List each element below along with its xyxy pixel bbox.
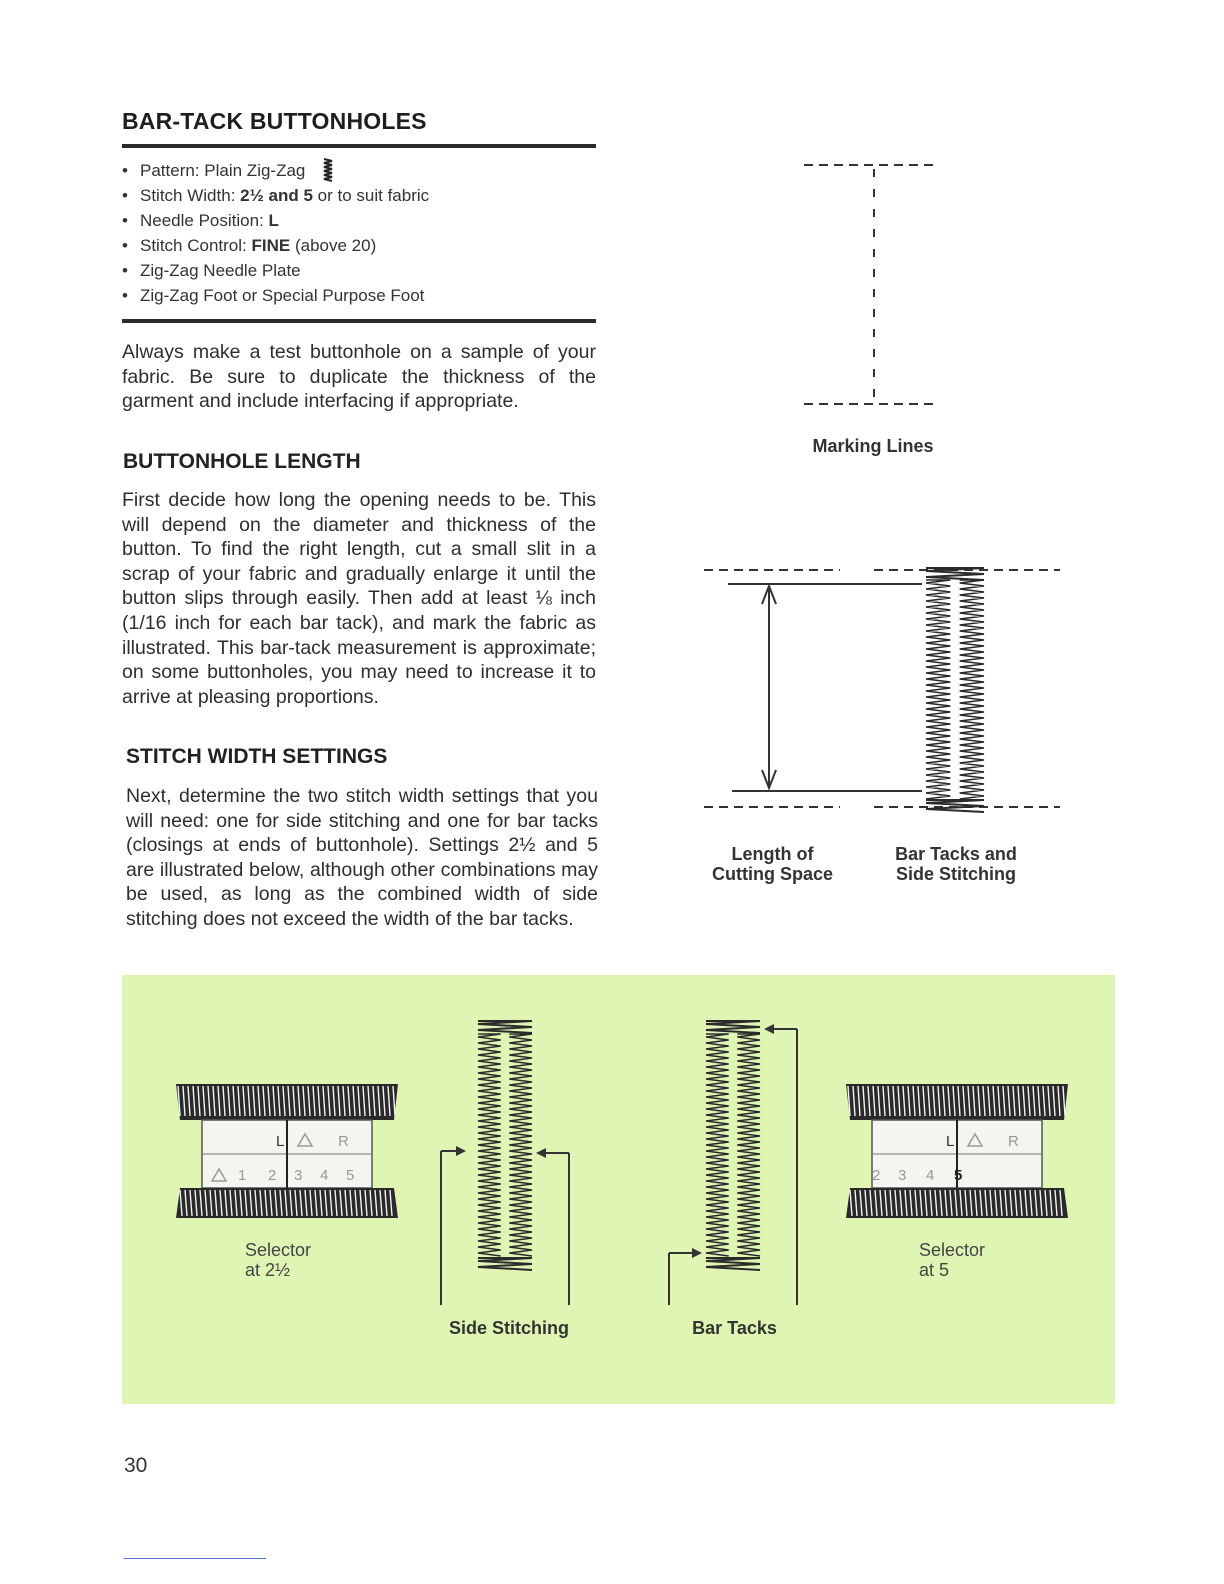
caption-line: Selector (919, 1240, 986, 1260)
caption-line: Side Stitching (895, 864, 1016, 884)
dial-number: 3 (898, 1167, 907, 1184)
section-heading-stitch-width: STITCH WIDTH SETTINGS (126, 745, 388, 768)
setting-needle-plate: • Zig-Zag Needle Plate (122, 261, 301, 280)
section-heading-length: BUTTONHOLE LENGTH (123, 450, 361, 473)
dial-label-l: L (276, 1133, 285, 1150)
stitch-width-illustration-panel (122, 975, 1115, 1404)
page-number: 30 (124, 1454, 148, 1477)
dial-number: 4 (926, 1167, 935, 1184)
caption-line: Bar Tacks and (895, 844, 1017, 864)
selector-dial-right (842, 1080, 1072, 1220)
selector-left-caption (245, 1240, 311, 1280)
selector-dial-left (172, 1080, 402, 1220)
setting-value: 2½ and 5 (240, 186, 313, 205)
caption-line: Selector (245, 1240, 312, 1260)
setting-note: or to suit fabric (312, 186, 430, 205)
setting-label: Pattern: (140, 161, 200, 180)
title-rule-top (122, 144, 596, 148)
dial-label-l: L (946, 1133, 955, 1150)
page-title: BAR-TACK BUTTONHOLES (122, 108, 427, 134)
footer-line (124, 1558, 266, 1559)
setting-foot: • Zig-Zag Foot or Special Purpose Foot (122, 286, 425, 305)
setting-needle-position: • Needle Position: L (122, 211, 279, 230)
length-paragraph: First decide how long the opening needs to be. This will depend on the diameter and thickness of the button. To find the right length, cut a small slit in a scrap of your fabric and gradually enlarge it until the button slips through easily. Then add at least ⅛ inch (1/16 inch for each bar tack), and mark the fabric as illustrated. This bar-tack measurement is approximate; on some buttonholes, you may need to increase it to arrive at pleasing proportions. (122, 489, 596, 708)
bar-tack-stitching (926, 568, 984, 812)
settings-rule-bottom (122, 319, 596, 323)
bar-tacks-figure (662, 1015, 812, 1305)
side-stitching-figure (434, 1015, 584, 1305)
caption-line: at 2½ (245, 1260, 291, 1280)
dial-number: 2 (268, 1167, 277, 1184)
intro-paragraph: Always make a test buttonhole on a sample of your fabric. Be sure to duplicate the thickness of the garment and include interfacing if appropriate. (122, 341, 596, 413)
setting-note: (above 20) (290, 236, 377, 255)
caption-line: at 5 (919, 1260, 950, 1280)
setting-pattern: • Pattern: Plain Zig-Zag (122, 158, 429, 183)
side-stitching-label: Side Stitching (448, 1318, 569, 1338)
dial-number-selected: 5 (954, 1167, 963, 1184)
length-of-cutting-space-caption (700, 844, 845, 884)
setting-value: L (268, 211, 279, 230)
setting-value: Plain Zig-Zag (204, 161, 306, 180)
dial-number: 4 (320, 1167, 329, 1184)
setting-label: Zig-Zag Needle Plate (140, 261, 301, 280)
setting-label: Stitch Control: (140, 236, 247, 255)
selector-right-caption (919, 1240, 985, 1280)
settings-list (122, 158, 429, 308)
marking-lines-figure (800, 155, 940, 415)
setting-label: Stitch Width: (140, 186, 236, 205)
dial-number: 5 (346, 1167, 355, 1184)
caption-line: Length of (731, 844, 814, 864)
bar-tacks-label: Bar Tacks (692, 1318, 777, 1338)
marking-lines-caption: Marking Lines (812, 436, 934, 456)
length-figure (700, 560, 1065, 820)
dial-number: 3 (294, 1167, 303, 1184)
dial-number: 2 (872, 1167, 881, 1184)
dial-label-r: R (1008, 1133, 1019, 1150)
setting-label: Zig-Zag Foot or Special Purpose Foot (140, 286, 425, 305)
zigzag-pattern-icon (322, 158, 334, 182)
stitch-width-paragraph: Next, determine the two stitch width settings that you will need: one for side stitching and one for bar tacks (closings at ends of buttonhole). Settings 2½ and 5 are illustrated below, although other combinations may be used, as long as the combined width of side stitching does not exceed the width of the bar tacks. (126, 785, 598, 930)
setting-stitch-width: • Stitch Width: 2½ and 5 or to suit fabric (122, 186, 430, 205)
setting-label: Needle Position: (140, 211, 264, 230)
dial-number: 1 (238, 1167, 247, 1184)
setting-stitch-control: • Stitch Control: FINE (above 20) (122, 236, 377, 255)
dial-label-r: R (338, 1133, 349, 1150)
setting-value: FINE (251, 236, 291, 255)
bar-tacks-side-stitching-caption (880, 844, 1032, 884)
caption-line: Cutting Space (711, 864, 833, 884)
